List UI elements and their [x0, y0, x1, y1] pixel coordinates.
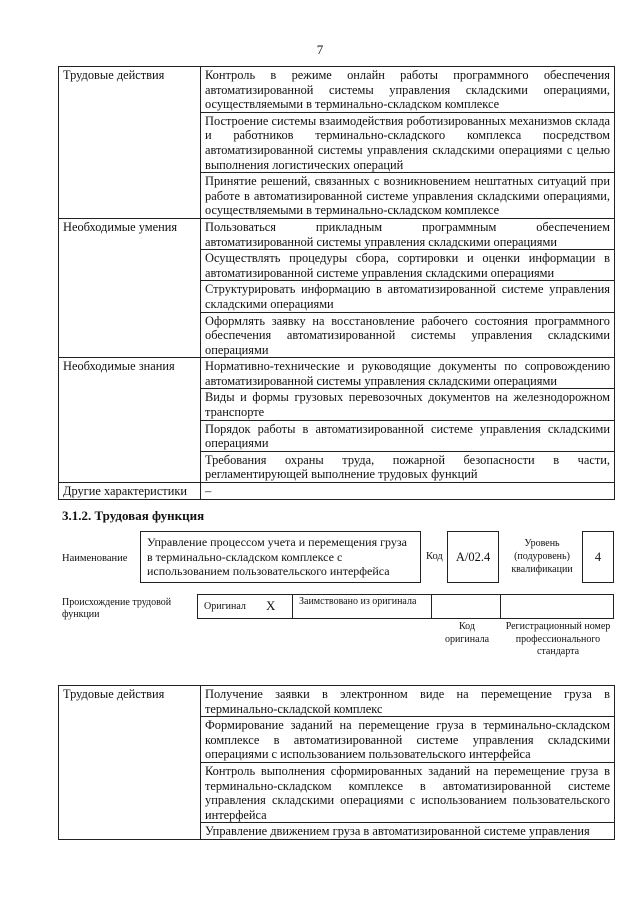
table-cell: Осуществлять процедуры сбора, сортировки и оценки информации в автоматизированной системе управления складскими операциями — [201, 250, 615, 281]
row-label-other: Другие характеристики — [59, 483, 201, 500]
original-box — [197, 594, 293, 619]
labor-function-table-2 — [58, 685, 615, 840]
table-cell: Оформлять заявку на восстановление рабочего состояния программного обеспечения автоматизированной системы управления складскими операциями — [201, 312, 615, 358]
table-cell: Пользоваться прикладным программным обеспечением автоматизированной системы управления складскими операциями — [201, 218, 615, 249]
original-code-caption: Код оригинала — [444, 621, 490, 645]
function-name: Управление процессом учета и перемещения груза в терминально-складском комплексе с использованием пользовательского интерфейса — [147, 535, 407, 579]
row-label-required-skills: Необходимые умения — [59, 218, 201, 357]
code-box — [447, 531, 499, 583]
table-cell: Порядок работы в автоматизированной системе управления складскими операциями — [201, 420, 615, 451]
row-label-labor-actions: Трудовые действия — [59, 67, 201, 219]
name-label: Наименование — [62, 553, 128, 564]
registration-caption: Регистрационный номер профессионального стандарта — [505, 621, 611, 657]
code-label: Код — [426, 551, 443, 562]
table-cell: Нормативно-технические и руководящие документы по сопровождению автоматизированной системы управления складскими операциями — [201, 358, 615, 389]
table-cell: Контроль в режиме онлайн работы программного обеспечения автоматизированной системы управления складскими операциями, осуществляемыми в терминально-складском комплексе — [201, 67, 615, 113]
page-number: 7 — [316, 42, 324, 57]
table-cell: Формирование заданий на перемещение груза в терминально-складском комплексе в автоматизированной системе управления складскими операциями с использованием пользовательского интерфейса — [201, 717, 615, 763]
registration-number-box — [500, 594, 614, 619]
original-mark: Х — [266, 598, 276, 613]
function-name-box — [140, 531, 421, 583]
table-cell: Управление движением груза в автоматизированной системе управления — [201, 823, 615, 840]
labor-function-table-1 — [58, 66, 615, 500]
level-value: 4 — [594, 549, 602, 564]
row-label-labor-actions: Трудовые действия — [59, 686, 201, 840]
level-label: Уровень (подуровень) квалификации — [511, 538, 573, 575]
code-value: А/02.4 — [455, 549, 491, 564]
borrowed-label: Заимствовано из оригинала — [299, 596, 417, 607]
table-cell: Получение заявки в электронном виде на перемещение груза в терминально-складской комплекс — [201, 686, 615, 717]
table-cell: Построение системы взаимодействия роботизированных механизмов склада и работников терминально-складского комплекса посредством автоматизированной системы управления складскими операциями с целью выполнения логистических операций — [201, 112, 615, 172]
row-label-required-knowledge: Необходимые знания — [59, 358, 201, 483]
table-cell: Контроль выполнения сформированных заданий на перемещение груза в терминально-складском комплексе в автоматизированной системе управления складскими операциями с использованием пользовательского интерфейса — [201, 762, 615, 822]
table-cell: – — [201, 483, 615, 500]
table-cell: Требования охраны труда, пожарной безопасности в части, регламентирующей выполнение трудовых функций — [201, 451, 615, 482]
original-label: Оригинал — [204, 601, 246, 612]
origin-label: Происхождение трудовой функции — [62, 597, 172, 620]
level-box — [582, 531, 614, 583]
section-heading: 3.1.2. Трудовая функция — [62, 508, 205, 523]
table-cell: Виды и формы грузовых перевозочных документов на железнодорожном транспорте — [201, 389, 615, 420]
table-cell: Структурировать информацию в автоматизированной системе управления складскими операциями — [201, 281, 615, 312]
table-cell: Принятие решений, связанных с возникновением нештатных ситуаций при работе в автоматизированной системе управления складскими операциями, осуществляемыми в терминально-складском комплексе — [201, 173, 615, 219]
borrowed-box — [292, 594, 432, 619]
original-code-box — [431, 594, 501, 619]
